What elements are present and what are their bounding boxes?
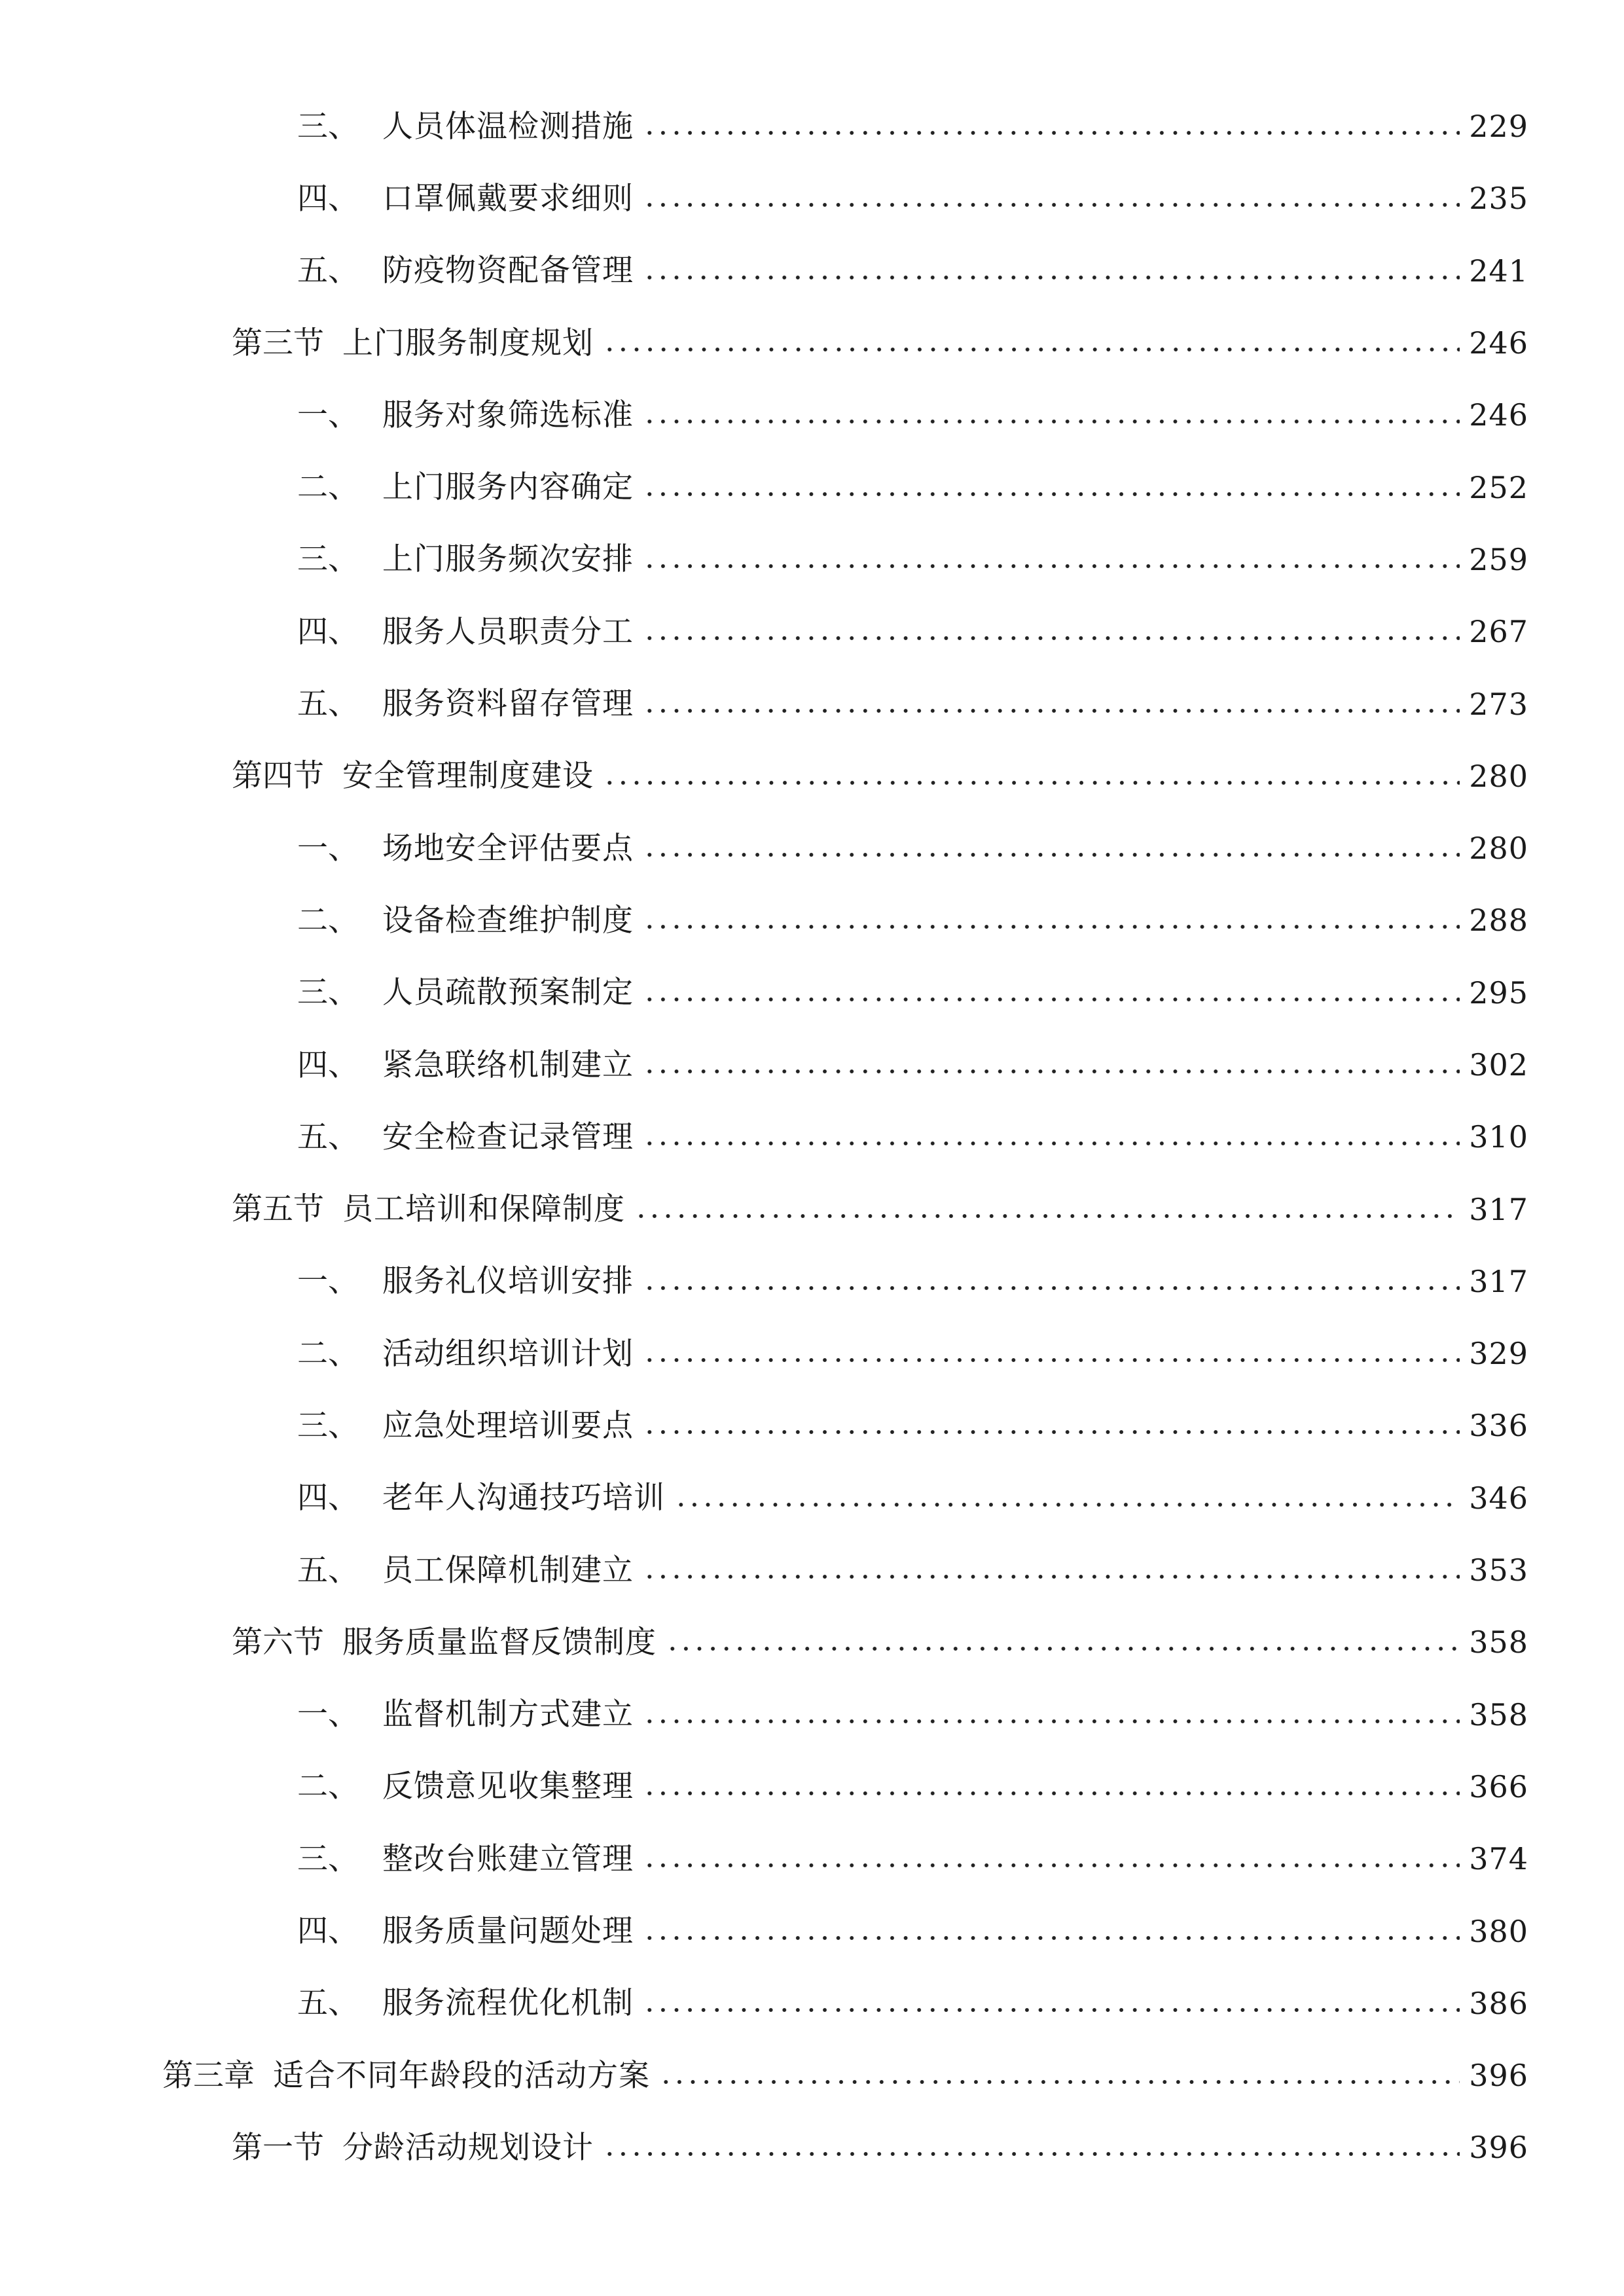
toc-entry-section[interactable] (0, 740, 1624, 812)
toc-entry-item[interactable] (0, 524, 1624, 596)
toc-entry-title: 口罩佩戴要求细则 (382, 180, 634, 217)
toc-entry-page-number: 366 (1469, 1768, 1528, 1804)
toc-entry-number: 一、 (297, 830, 359, 867)
dot-leader (674, 1500, 1460, 1509)
toc-entry-page-number: 273 (1469, 686, 1528, 722)
toc-entry-title: 反馈意见收集整理 (382, 1768, 634, 1805)
toc-entry-item[interactable] (0, 451, 1624, 523)
toc-entry-title: 上门服务频次安排 (382, 541, 634, 578)
toc-entry-title: 分龄活动规划设计 (342, 2129, 594, 2166)
toc-entry-title: 防疫物资配备管理 (382, 253, 634, 289)
dot-leader (643, 128, 1460, 137)
toc-entry-title: 服务流程优化机制 (382, 1985, 634, 2022)
toc-entry-number: 五、 (297, 253, 359, 289)
toc-entry-title: 服务礼仪培训安排 (382, 1263, 634, 1300)
toc-entry-section[interactable] (0, 1173, 1624, 1245)
toc-entry-item[interactable] (0, 235, 1624, 307)
dot-leader (643, 634, 1460, 643)
toc-entry-page-number: 267 (1469, 614, 1528, 650)
toc-entry-item[interactable] (0, 1895, 1624, 1967)
toc-entry-page-number: 317 (1469, 1191, 1528, 1227)
toc-entry-page-number: 353 (1469, 1552, 1528, 1588)
dot-leader (603, 2149, 1460, 2159)
toc-entry-title: 服务资料留存管理 (382, 686, 634, 723)
toc-entry-number: 二、 (297, 1335, 359, 1372)
toc-entry-title: 老年人沟通技巧培训 (382, 1480, 665, 1516)
dot-leader (643, 2005, 1460, 2015)
toc-entry-title: 员工培训和保障制度 (342, 1191, 625, 1228)
toc-entry-item[interactable] (0, 812, 1624, 884)
toc-entry-page-number: 302 (1469, 1047, 1528, 1083)
toc-entry-page-number: 317 (1469, 1263, 1528, 1299)
toc-entry-item[interactable] (0, 1534, 1624, 1606)
toc-entry-page-number: 386 (1469, 1985, 1528, 2021)
toc-entry-item[interactable] (0, 1029, 1624, 1101)
toc-entry-chapter[interactable] (0, 2039, 1624, 2111)
toc-entry-item[interactable] (0, 1390, 1624, 1462)
toc-entry-page-number: 246 (1469, 325, 1528, 361)
toc-entry-item[interactable] (0, 1967, 1624, 2039)
toc-entry-item[interactable] (0, 596, 1624, 668)
toc-entry-number: 四、 (297, 613, 359, 650)
toc-entry-item[interactable] (0, 1823, 1624, 1895)
toc-entry-title: 上门服务制度规划 (342, 325, 594, 361)
toc-entry-title: 服务人员职责分工 (382, 613, 634, 650)
toc-entry-page-number: 280 (1469, 831, 1528, 867)
toc-entry-title: 员工保障机制建立 (382, 1552, 634, 1588)
toc-entry-number: 五、 (297, 1552, 359, 1588)
toc-entry-title: 紧急联络机制建立 (382, 1047, 634, 1083)
toc-entry-page-number: 229 (1469, 109, 1528, 145)
toc-entry-title: 应急处理培训要点 (382, 1407, 634, 1444)
toc-entry-number: 第三节 (232, 325, 324, 361)
toc-entry-item[interactable] (0, 1679, 1624, 1751)
toc-entry-title: 服务质量问题处理 (382, 1913, 634, 1950)
dot-leader (603, 345, 1460, 354)
toc-entry-section[interactable] (0, 2111, 1624, 2183)
toc-entry-page-number: 295 (1469, 975, 1528, 1011)
dot-leader (643, 1427, 1460, 1437)
toc-entry-page-number: 358 (1469, 1696, 1528, 1732)
dot-leader (643, 1861, 1460, 1870)
dot-leader (643, 706, 1460, 715)
toc-entry-number: 第六节 (232, 1624, 324, 1660)
toc-entry-number: 二、 (297, 469, 359, 506)
dot-leader (643, 1139, 1460, 1148)
toc-entry-page-number: 336 (1469, 1408, 1528, 1444)
toc-entry-page-number: 310 (1469, 1119, 1528, 1155)
dot-leader (643, 562, 1460, 571)
toc-entry-item[interactable] (0, 162, 1624, 234)
dot-leader (643, 1283, 1460, 1293)
toc-entry-item[interactable] (0, 1246, 1624, 1318)
dot-leader (643, 850, 1460, 859)
toc-entry-item[interactable] (0, 668, 1624, 740)
toc-entry-page-number: 396 (1469, 2130, 1528, 2166)
toc-entry-page-number: 288 (1469, 903, 1528, 939)
toc-entry-item[interactable] (0, 884, 1624, 956)
toc-entry-title: 服务对象筛选标准 (382, 397, 634, 433)
toc-entry-title: 安全检查记录管理 (382, 1119, 634, 1155)
toc-entry-number: 二、 (297, 902, 359, 939)
dot-leader (659, 2077, 1460, 2087)
toc-entry-title: 安全管理制度建设 (342, 758, 594, 795)
toc-entry-number: 五、 (297, 686, 359, 723)
toc-entry-number: 一、 (297, 397, 359, 433)
toc-entry-page-number: 252 (1469, 469, 1528, 505)
toc-entry-page-number: 346 (1469, 1480, 1528, 1516)
dot-leader (643, 490, 1460, 499)
dot-leader (643, 1789, 1460, 1798)
toc-entry-number: 三、 (297, 975, 359, 1011)
dot-leader (666, 1644, 1460, 1653)
toc-entry-title: 适合不同年龄段的活动方案 (273, 2057, 650, 2094)
toc-entry-page-number: 358 (1469, 1624, 1528, 1660)
dot-leader (643, 1067, 1460, 1076)
toc-entry-item[interactable] (0, 1462, 1624, 1534)
toc-entry-page-number: 246 (1469, 397, 1528, 433)
toc-entry-number: 四、 (297, 1480, 359, 1516)
toc-entry-title: 活动组织培训计划 (382, 1335, 634, 1372)
toc-entry-title: 监督机制方式建立 (382, 1696, 634, 1733)
toc-entry-number: 第三章 (162, 2057, 255, 2094)
toc-entry-item[interactable] (0, 1751, 1624, 1823)
toc-entry-number: 第五节 (232, 1191, 324, 1228)
dot-leader (643, 1933, 1460, 1943)
toc-entry-section[interactable] (0, 1606, 1624, 1678)
toc-entry-number: 第四节 (232, 758, 324, 795)
toc-entry-number: 一、 (297, 1696, 359, 1733)
toc-entry-item[interactable] (0, 90, 1624, 162)
toc-entry-page-number: 259 (1469, 541, 1528, 577)
dot-leader (603, 778, 1460, 787)
toc-entry-title: 服务质量监督反馈制度 (342, 1624, 657, 1660)
toc-entry-item[interactable] (0, 957, 1624, 1029)
toc-entry-item[interactable] (0, 1318, 1624, 1390)
toc-entry-title: 场地安全评估要点 (382, 830, 634, 867)
toc-entry-number: 三、 (297, 1840, 359, 1877)
toc-entry-section[interactable] (0, 307, 1624, 379)
dot-leader (643, 995, 1460, 1004)
toc-entry-page-number: 235 (1469, 181, 1528, 217)
toc-entry-title: 整改台账建立管理 (382, 1840, 634, 1877)
toc-entry-number: 五、 (297, 1119, 359, 1155)
toc-entry-number: 三、 (297, 1407, 359, 1444)
dot-leader (634, 1211, 1460, 1221)
dot-leader (643, 273, 1460, 282)
toc-entry-number: 一、 (297, 1263, 359, 1300)
toc-entry-number: 三、 (297, 108, 359, 145)
dot-leader (643, 417, 1460, 426)
toc-entry-page-number: 241 (1469, 253, 1528, 289)
dot-leader (643, 1717, 1460, 1726)
dot-leader (643, 1572, 1460, 1581)
toc-entry-number: 二、 (297, 1768, 359, 1805)
toc-entry-page-number: 329 (1469, 1336, 1528, 1372)
toc-entry-page-number: 380 (1469, 1913, 1528, 1949)
toc-entry-page-number: 396 (1469, 2058, 1528, 2094)
dot-leader (643, 200, 1460, 209)
toc-entry-number: 五、 (297, 1985, 359, 2022)
toc-entry-title: 设备检查维护制度 (382, 902, 634, 939)
dot-leader (643, 1355, 1460, 1365)
toc-entry-number: 四、 (297, 1047, 359, 1083)
toc-entry-title: 人员体温检测措施 (382, 108, 634, 145)
toc-entry-number: 四、 (297, 180, 359, 217)
toc-entry-page-number: 374 (1469, 1841, 1528, 1877)
toc-entry-number: 四、 (297, 1913, 359, 1950)
toc-entry-item[interactable] (0, 379, 1624, 451)
toc-entry-page-number: 280 (1469, 758, 1528, 794)
table-of-contents (0, 90, 1624, 2184)
toc-entry-number: 第一节 (232, 2129, 324, 2166)
toc-entry-title: 人员疏散预案制定 (382, 975, 634, 1011)
dot-leader (643, 922, 1460, 931)
toc-entry-item[interactable] (0, 1101, 1624, 1173)
toc-entry-number: 三、 (297, 541, 359, 578)
toc-entry-title: 上门服务内容确定 (382, 469, 634, 506)
